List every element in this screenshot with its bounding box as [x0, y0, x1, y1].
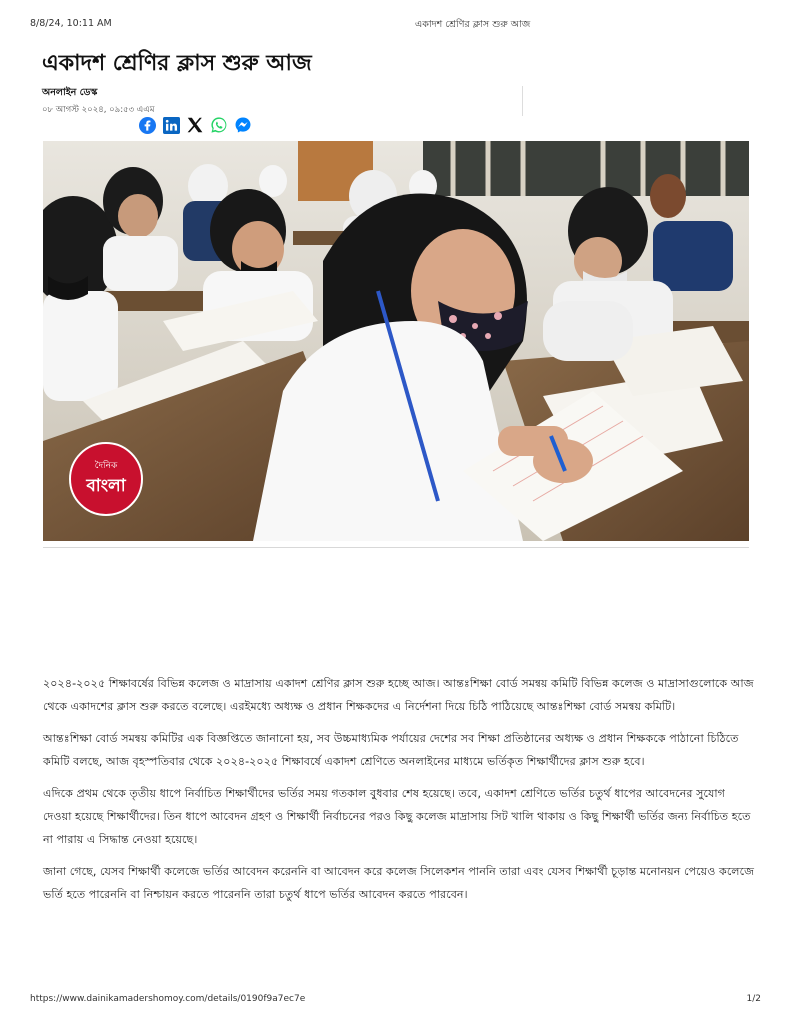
article-paragraph: আন্তঃশিক্ষা বোর্ড সমন্বয় কমিটির এক বিজ্ঞপ্তিতে জানানো হয়, সব উচ্চমাধ্যমিক পর্যায়ের দেশের সব শিক্ষা প্রতিষ্ঠানের অধ্যক্ষ ও প্রধান শিক্ষককে পাঠানো চিঠিতে কমিটি বলছে, আজ বৃহস্পতিবার থেকে ২০২৪-২০২৫ শিক্ষাবর্ষে একাদশ শ্রেণিতে অনলাইনের মাধ্যমে ভর্তিকৃত শিক্ষার্থীদের ক্লাস শুরু হবে। [43, 732, 739, 768]
classroom-exam-photo [43, 141, 749, 541]
article-body [43, 672, 757, 915]
whatsapp-icon [210, 116, 228, 134]
article-photo [43, 141, 749, 541]
messenger-share-button[interactable] [233, 115, 253, 135]
x-share-button[interactable] [185, 115, 205, 135]
page-number: 1/2 [746, 994, 761, 1004]
print-doc-title: একাদশ শ্রেণির ক্লাস শুরু আজ [415, 19, 531, 30]
logo-text-top: দৈনিক [94, 461, 118, 471]
print-footer [30, 994, 761, 1008]
author-name[interactable]: অনলাইন ডেস্ক [42, 87, 98, 98]
article-paragraph: জানা গেছে, যেসব শিক্ষার্থী কলেজে ভর্তির আবেদন করেননি বা আবেদন করে কলেজ সিলেকশন পাননি তারা এবং যেসব শিক্ষার্থী চূড়ান্ত মনোনয়ন পেয়েও কলেজে ভর্তি হতে পারেননি বা নিশ্চায়ন করতে পারেননি তারা চতুর্থ ধাপে ভর্তির আবেদন করতে পারবেন। [43, 865, 755, 901]
article-paragraph: এদিকে প্রথম থেকে তৃতীয় ধাপে নির্বাচিত শিক্ষার্থীদের ভর্তির সময় গতকাল বুধবার শেষ হয়েছে। তবে, একাদশ শ্রেণিতে ভর্তির চতুর্থ ধাপের আবেদনের সুযোগ দেওয়া হয়েছে শিক্ষার্থীদের। তিন ধাপে আবেদন গ্রহণ ও শিক্ষার্থী নির্বাচনের পরও কিছু কলেজ মাদ্রাসায় সিট খালি থাকায় ও কিছু শিক্ষার্থী ভর্তির জন্য নির্বাচিত হতে না পারায় এ সিদ্ধান্ত নেওয়া হয়েছে। [43, 787, 751, 846]
byline [42, 86, 523, 116]
share-buttons [137, 115, 253, 135]
photo-divider [43, 547, 749, 548]
print-header [30, 18, 761, 34]
facebook-icon [139, 117, 156, 134]
linkedin-icon [163, 117, 180, 134]
print-datetime: 8/8/24, 10:11 AM [30, 18, 112, 29]
x-icon [186, 116, 204, 134]
facebook-share-button[interactable] [137, 115, 157, 135]
logo-text-bottom: বাংলা [86, 476, 126, 496]
messenger-icon [234, 116, 252, 134]
whatsapp-share-button[interactable] [209, 115, 229, 135]
article-headline: একাদশ শ্রেণির ক্লাস শুরু আজ [42, 51, 312, 76]
page-url[interactable]: https://www.dainikamadershomoy.com/details/0190f9a7ec7e [30, 994, 306, 1004]
publish-date: ০৮ আগস্ট ২০২৪, ০৯:৫৩ এএম [42, 105, 155, 115]
article-paragraph: ২০২৪-২০২৫ শিক্ষাবর্ষের বিভিন্ন কলেজ ও মাদ্রাসায় একাদশ শ্রেণির ক্লাস শুরু হচ্ছে আজ। আন্তঃশিক্ষা বোর্ড সমন্বয় কমিটি বিভিন্ন কলেজ ও মাদ্রাসাগুলোকে আজ থেকে একাদশের ক্লাস শুরু করতে বলেছে। এরইমধ্যে অধ্যক্ষ ও প্রধান শিক্ষকদের এ নির্দেশনা দিয়ে চিঠি পাঠিয়েছে আন্তঃশিক্ষা বোর্ড সমন্বয় কমিটি। [43, 677, 754, 713]
linkedin-share-button[interactable] [161, 115, 181, 135]
